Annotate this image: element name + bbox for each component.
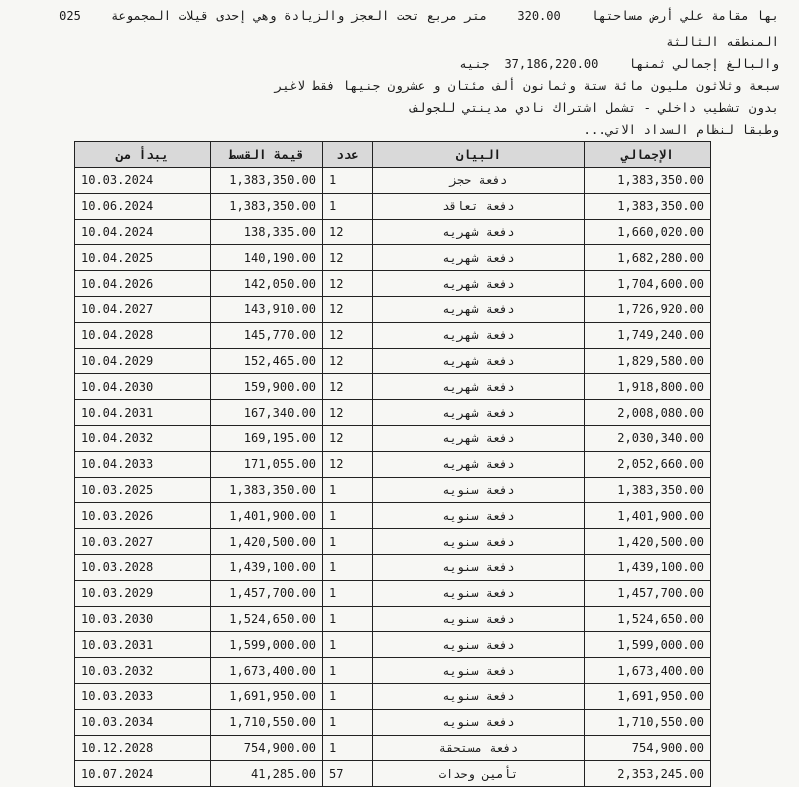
table-row <box>75 400 711 426</box>
cell-count: 1 <box>323 606 373 632</box>
cell-description: دفعة سنويه <box>373 606 585 632</box>
cell-installment-amount: 754,900.00 <box>211 735 323 761</box>
cell-total: 2,353,245.00 <box>585 761 711 787</box>
header-line-payment-intro: وطبقا لنظام السداد الاتي... <box>583 122 779 137</box>
cell-total: 1,420,500.00 <box>585 529 711 555</box>
cell-count: 1 <box>323 554 373 580</box>
area-value: 320.00 <box>517 9 561 23</box>
header-line-area <box>20 8 779 23</box>
cell-start-date: 10.03.2034 <box>75 709 211 735</box>
table-row <box>75 348 711 374</box>
cell-total: 1,457,700.00 <box>585 580 711 606</box>
cell-description: دفعة شهريه <box>373 374 585 400</box>
cell-total: 754,900.00 <box>585 735 711 761</box>
cell-description: دفعة سنويه <box>373 477 585 503</box>
cell-installment-amount: 1,599,000.00 <box>211 632 323 658</box>
cell-total: 1,691,950.00 <box>585 683 711 709</box>
cell-start-date: 10.04.2033 <box>75 451 211 477</box>
cell-installment-amount: 1,401,900.00 <box>211 503 323 529</box>
cell-count: 12 <box>323 245 373 271</box>
table-row <box>75 425 711 451</box>
table-row <box>75 503 711 529</box>
cell-start-date: 10.12.2028 <box>75 735 211 761</box>
table-row <box>75 168 711 194</box>
cell-total: 1,918,800.00 <box>585 374 711 400</box>
cell-total: 1,673,400.00 <box>585 658 711 684</box>
cell-total: 1,439,100.00 <box>585 554 711 580</box>
cell-total: 2,030,340.00 <box>585 425 711 451</box>
cell-count: 1 <box>323 477 373 503</box>
cell-total: 1,524,650.00 <box>585 606 711 632</box>
table-row <box>75 451 711 477</box>
header-line-amount-words: سبعة وثلاثون مليون مائة ستة وثمانون ألف مئتان و عشرون جنيها فقط لاغير <box>274 78 779 93</box>
cell-installment-amount: 1,457,700.00 <box>211 580 323 606</box>
table-row <box>75 709 711 735</box>
cell-start-date: 10.03.2029 <box>75 580 211 606</box>
cell-description: دفعة شهريه <box>373 425 585 451</box>
cell-total: 1,383,350.00 <box>585 477 711 503</box>
cell-installment-amount: 1,710,550.00 <box>211 709 323 735</box>
table-row <box>75 658 711 684</box>
table-row <box>75 245 711 271</box>
total-price: 37,186,220.00 <box>504 57 599 71</box>
table-row <box>75 322 711 348</box>
cell-start-date: 10.04.2029 <box>75 348 211 374</box>
cell-installment-amount: 1,383,350.00 <box>211 477 323 503</box>
cell-start-date: 10.03.2027 <box>75 529 211 555</box>
header-installment-amount: قيمة القسط <box>211 142 323 168</box>
cell-installment-amount: 1,524,650.00 <box>211 606 323 632</box>
header-count: عدد <box>323 142 373 168</box>
table-row <box>75 735 711 761</box>
cell-start-date: 10.04.2031 <box>75 400 211 426</box>
cell-count: 12 <box>323 296 373 322</box>
cell-count: 1 <box>323 709 373 735</box>
cell-installment-amount: 169,195.00 <box>211 425 323 451</box>
cell-start-date: 10.03.2025 <box>75 477 211 503</box>
cell-installment-amount: 159,900.00 <box>211 374 323 400</box>
cell-description: دفعة شهريه <box>373 271 585 297</box>
cell-total: 1,660,020.00 <box>585 219 711 245</box>
table-row <box>75 632 711 658</box>
header-line-zone: المنطقه الثالثة <box>666 34 779 49</box>
cell-total: 2,052,660.00 <box>585 451 711 477</box>
table-row <box>75 271 711 297</box>
header-start-date: يبدأ من <box>75 142 211 168</box>
area-text: بها مقامة علي أرض مساحتها <box>590 8 779 23</box>
cell-start-date: 10.04.2026 <box>75 271 211 297</box>
cell-description: دفعة سنويه <box>373 632 585 658</box>
cell-start-date: 10.03.2031 <box>75 632 211 658</box>
cell-description: دفعة تعاقد <box>373 193 585 219</box>
header-line-finishing: بدون تشطيب داخلي - تشمل اشتراك نادي مدينتي للجولف <box>410 100 779 115</box>
cell-start-date: 10.03.2032 <box>75 658 211 684</box>
cell-count: 1 <box>323 632 373 658</box>
cell-total: 1,749,240.00 <box>585 322 711 348</box>
cell-description: دفعة سنويه <box>373 503 585 529</box>
cell-description: دفعة شهريه <box>373 322 585 348</box>
cell-count: 12 <box>323 271 373 297</box>
area-tail-text: متر مربع تحت العجز والزيادة وهي إحدى قيلات المجموعة <box>110 8 488 23</box>
cell-count: 1 <box>323 503 373 529</box>
cell-start-date: 10.04.2025 <box>75 245 211 271</box>
cell-total: 1,383,350.00 <box>585 193 711 219</box>
cell-start-date: 10.04.2030 <box>75 374 211 400</box>
cell-count: 1 <box>323 168 373 194</box>
table-row <box>75 580 711 606</box>
table-row <box>75 219 711 245</box>
cell-description: دفعة سنويه <box>373 709 585 735</box>
table-row <box>75 477 711 503</box>
total-text: والبالغ إجمالي ثمنها <box>628 56 779 71</box>
total-unit: جنيه <box>459 56 490 71</box>
table-row <box>75 761 711 787</box>
header-line-total <box>20 56 779 71</box>
cell-start-date: 10.07.2024 <box>75 761 211 787</box>
cell-count: 1 <box>323 658 373 684</box>
cell-count: 12 <box>323 348 373 374</box>
cell-installment-amount: 171,055.00 <box>211 451 323 477</box>
cell-count: 1 <box>323 580 373 606</box>
cell-installment-amount: 1,420,500.00 <box>211 529 323 555</box>
cell-installment-amount: 1,439,100.00 <box>211 554 323 580</box>
table-row <box>75 554 711 580</box>
cell-total: 1,599,000.00 <box>585 632 711 658</box>
cell-total: 1,383,350.00 <box>585 168 711 194</box>
cell-count: 57 <box>323 761 373 787</box>
cell-installment-amount: 1,691,950.00 <box>211 683 323 709</box>
cell-description: دفعة سنويه <box>373 529 585 555</box>
table-row <box>75 296 711 322</box>
header-description: البيان <box>373 142 585 168</box>
cell-installment-amount: 1,383,350.00 <box>211 193 323 219</box>
header-total: الإجمالي <box>585 142 711 168</box>
group-number: 025 <box>59 9 81 23</box>
cell-total: 1,829,580.00 <box>585 348 711 374</box>
cell-start-date: 10.03.2028 <box>75 554 211 580</box>
table-header-row <box>75 142 711 168</box>
cell-description: دفعة مستحقة <box>373 735 585 761</box>
cell-count: 1 <box>323 735 373 761</box>
cell-total: 1,704,600.00 <box>585 271 711 297</box>
cell-description: دفعة شهريه <box>373 348 585 374</box>
cell-total: 1,726,920.00 <box>585 296 711 322</box>
cell-count: 1 <box>323 683 373 709</box>
cell-description: دفعة سنويه <box>373 554 585 580</box>
cell-description: دفعة شهريه <box>373 400 585 426</box>
cell-start-date: 10.04.2027 <box>75 296 211 322</box>
cell-count: 1 <box>323 193 373 219</box>
cell-installment-amount: 143,910.00 <box>211 296 323 322</box>
cell-installment-amount: 41,285.00 <box>211 761 323 787</box>
cell-start-date: 10.06.2024 <box>75 193 211 219</box>
cell-total: 1,710,550.00 <box>585 709 711 735</box>
cell-installment-amount: 167,340.00 <box>211 400 323 426</box>
cell-total: 1,682,280.00 <box>585 245 711 271</box>
cell-description: دفعة سنويه <box>373 580 585 606</box>
table-row <box>75 606 711 632</box>
table-row <box>75 683 711 709</box>
cell-count: 12 <box>323 374 373 400</box>
cell-count: 12 <box>323 219 373 245</box>
cell-description: دفعة شهريه <box>373 451 585 477</box>
cell-start-date: 10.03.2026 <box>75 503 211 529</box>
cell-description: دفعة حجز <box>373 168 585 194</box>
cell-installment-amount: 138,335.00 <box>211 219 323 245</box>
cell-description: دفعة شهريه <box>373 296 585 322</box>
cell-total: 2,008,080.00 <box>585 400 711 426</box>
cell-total: 1,401,900.00 <box>585 503 711 529</box>
cell-installment-amount: 140,190.00 <box>211 245 323 271</box>
cell-installment-amount: 1,383,350.00 <box>211 168 323 194</box>
cell-count: 1 <box>323 529 373 555</box>
cell-description: دفعة شهريه <box>373 219 585 245</box>
table-row <box>75 193 711 219</box>
cell-start-date: 10.04.2028 <box>75 322 211 348</box>
cell-description: دفعة شهريه <box>373 245 585 271</box>
payment-schedule-table <box>74 141 711 787</box>
cell-start-date: 10.04.2032 <box>75 425 211 451</box>
cell-installment-amount: 145,770.00 <box>211 322 323 348</box>
cell-start-date: 10.04.2024 <box>75 219 211 245</box>
cell-description: دفعة سنويه <box>373 683 585 709</box>
cell-count: 12 <box>323 425 373 451</box>
cell-description: دفعة سنويه <box>373 658 585 684</box>
cell-count: 12 <box>323 322 373 348</box>
cell-start-date: 10.03.2030 <box>75 606 211 632</box>
table-row <box>75 529 711 555</box>
cell-start-date: 10.03.2024 <box>75 168 211 194</box>
cell-count: 12 <box>323 400 373 426</box>
cell-start-date: 10.03.2033 <box>75 683 211 709</box>
cell-description: تأمين وحدات <box>373 761 585 787</box>
cell-installment-amount: 152,465.00 <box>211 348 323 374</box>
cell-count: 12 <box>323 451 373 477</box>
table-row <box>75 374 711 400</box>
cell-installment-amount: 1,673,400.00 <box>211 658 323 684</box>
cell-installment-amount: 142,050.00 <box>211 271 323 297</box>
